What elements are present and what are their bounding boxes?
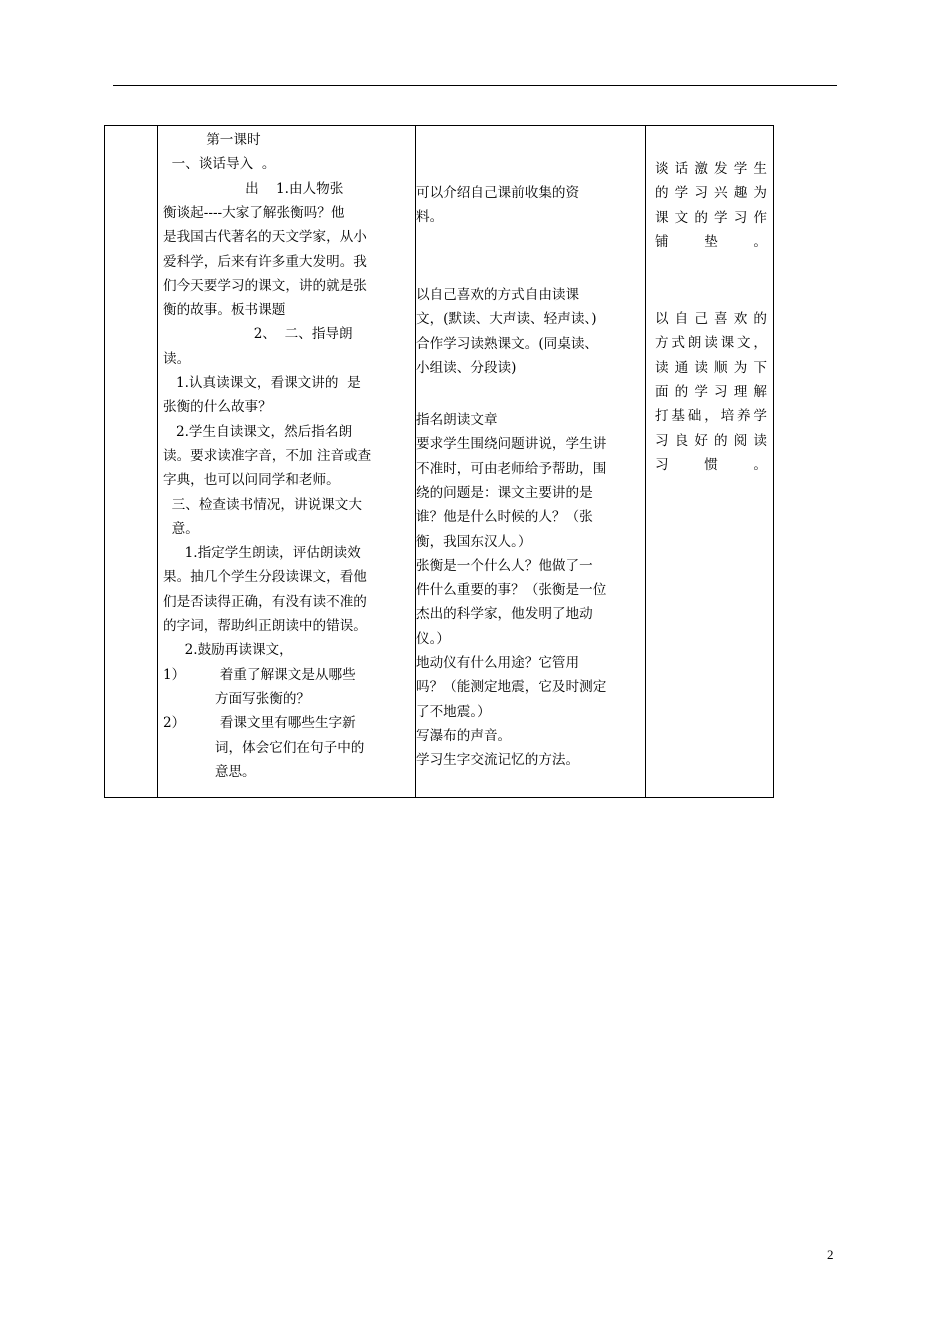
text-line: 杰出的科学家，他发明了地动 — [416, 606, 593, 623]
text-line: 仪。） — [416, 630, 450, 647]
text-line: 的学习兴趣为 — [655, 185, 767, 202]
text-line: 是我国古代著名的天文学家，从小 — [163, 229, 367, 246]
text-line: 小组读、分段读) — [416, 359, 517, 376]
text-line: 读。要求读准字音，不加 注音或查 — [163, 447, 372, 464]
text-line: 件什么重要的事？（张衡是一位 — [416, 582, 607, 599]
text-line: 不准时，可由老师给予帮助，围 — [416, 460, 607, 477]
text-line: 们今天要学习的课文，讲的就是张 — [163, 277, 367, 294]
text-line: 们是否读得正确，有没有读不准的 — [163, 593, 367, 610]
text-line: 文，(默读、大声读、轻声读、) — [416, 311, 597, 328]
page-number: 2 — [827, 1247, 834, 1262]
text-line: 读。 — [163, 350, 191, 367]
column-divider — [645, 126, 646, 797]
text-line: 的字词，帮助纠正朗读中的错误。 — [163, 618, 367, 634]
text-line: 1） 着重了解课文是从哪些 — [163, 666, 356, 683]
text-line: 打基础，培养学 — [655, 408, 767, 425]
text-line: 三、检查读书情况，讲说课文大 — [163, 496, 362, 513]
text-line: 一、谈话导入 。 — [163, 156, 276, 173]
text-line: 地动仪有什么用途？它管用 — [416, 655, 580, 671]
text-line: 以自己喜欢的方式自由读课 — [416, 287, 580, 303]
lesson-plan-table — [104, 125, 774, 798]
text-line: 张衡的什么故事？ — [163, 399, 272, 416]
text-line: 吗？（能测定地震，它及时测定 — [416, 679, 607, 696]
text-line: 1.认真读课文，看课文讲的 是 — [163, 375, 361, 391]
text-line: 习惯。 — [655, 456, 767, 473]
text-line: 铺垫。 — [655, 233, 767, 250]
text-line: 意。 — [163, 520, 199, 537]
text-line: 张衡是一个什么人？他做了一 — [416, 557, 593, 574]
text-line: 料。 — [416, 209, 444, 226]
text-line: 了不地震。） — [416, 703, 491, 720]
header-rule — [113, 85, 837, 86]
text-line: 谈话激发学生 — [655, 161, 767, 177]
text-line: 词，体会它们在句子中的 — [163, 739, 365, 756]
text-line: 学习生字交流记忆的方法。 — [416, 752, 580, 769]
text-line: 衡的故事。板书课题 — [163, 302, 286, 319]
text-line: 意思。 — [163, 763, 256, 780]
text-line: 合作学习读熟课文。(同桌读、 — [416, 335, 599, 352]
text-line: 2、 二、指导朗 — [163, 326, 353, 343]
text-line: 指名朗读文章 — [416, 412, 498, 428]
text-line: 方面写张衡的？ — [163, 690, 311, 707]
text-line: 以自己喜欢的 — [655, 311, 767, 327]
text-line: 衡，我国东汉人。） — [416, 533, 532, 550]
text-line: 课文的学习作 — [655, 209, 767, 226]
text-line: 谁？他是什么时候的人？（张 — [416, 509, 593, 526]
column-divider — [157, 126, 158, 797]
text-line: 果。抽几个学生分段读课文，看他 — [163, 569, 367, 586]
text-line: 2.鼓励再读课文， — [163, 642, 293, 659]
text-line: 字典，也可以问同学和老师。 — [163, 472, 340, 489]
text-line: 爱科学，后来有许多重大发明。我 — [163, 253, 367, 270]
text-line: 要求学生围绕问题讲说，学生讲 — [416, 436, 607, 453]
text-line: 方式朗读课文， — [655, 335, 767, 352]
text-line: 2.学生自读课文，然后指名朗 — [163, 423, 353, 440]
text-line: 读通读顺为下 — [655, 359, 767, 376]
text-line: 习良好的阅读 — [655, 432, 767, 449]
text-line: 绕的问题是：课文主要讲的是 — [416, 484, 593, 501]
text-line: 衡谈起----大家了解张衡吗？他 — [163, 204, 345, 221]
text-line: 出 1.由人物张 — [163, 180, 344, 197]
text-line: 第一课时 — [163, 132, 261, 148]
text-line: 可以介绍自己课前收集的资 — [416, 185, 580, 201]
text-line: 面的学习理解 — [655, 383, 767, 400]
text-line: 写瀑布的声音。 — [416, 727, 512, 744]
text-line: 1.指定学生朗读，评估朗读效 — [163, 545, 361, 562]
text-line: 2） 看课文里有哪些生字新 — [163, 715, 356, 732]
